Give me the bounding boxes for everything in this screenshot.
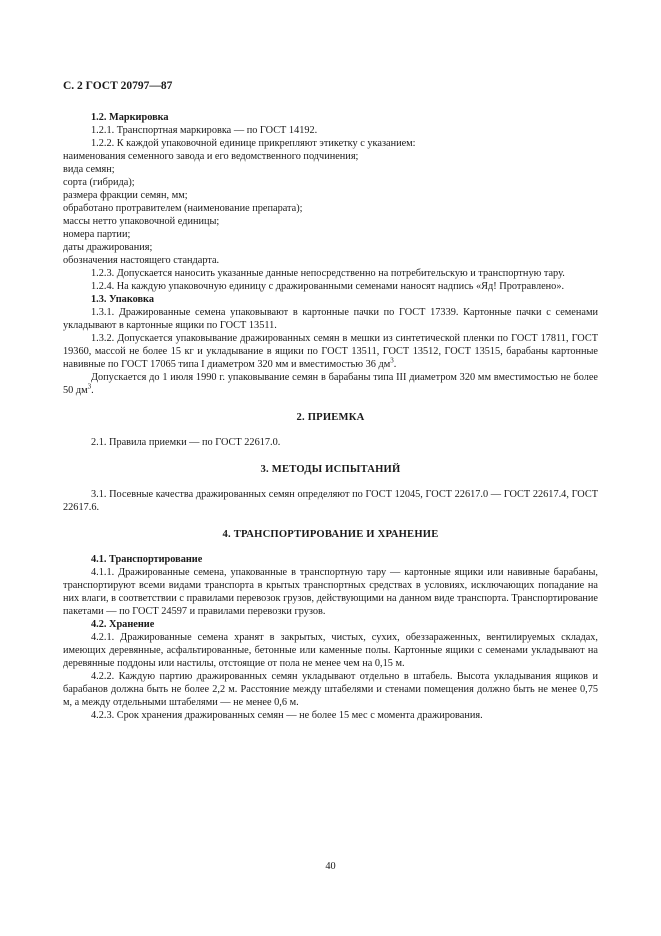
para-1-2-2: 1.2.2. К каждой упаковочной единице прикрепляют этикетку с указанием: xyxy=(91,138,416,149)
para-1-2-3: 1.2.3. Допускается наносить указанные данные непосредственно на потребительскую и транспортную тару. xyxy=(91,268,565,279)
superscript: 3 xyxy=(390,356,394,365)
para-end: . xyxy=(393,359,397,370)
label-item: размера фракции семян, мм; xyxy=(63,190,188,201)
label-item: вида семян; xyxy=(63,164,115,175)
label-item: даты дражирования; xyxy=(63,242,153,253)
para-1-3-2 xyxy=(63,332,598,371)
label-item: наименования семенного завода и его ведомственного подчинения; xyxy=(63,151,359,162)
superscript: 3 xyxy=(87,382,92,391)
label-item: сорта (гибрида); xyxy=(63,177,135,188)
section-4-heading: 4. ТРАНСПОРТИРОВАНИЕ И ХРАНЕНИЕ xyxy=(222,529,439,540)
para-4-2-3: 4.2.3. Срок хранения дражированных семян — не более 15 мес с момента дражирования. xyxy=(91,710,483,721)
label-item: массы нетто упаковочной единицы; xyxy=(63,216,220,227)
para-1-3-3 xyxy=(63,371,598,397)
para-end: . xyxy=(91,385,94,396)
section-1-2-title: 1.2. Маркировка xyxy=(91,112,169,123)
para-1-3-2-text: 1.3.2. Допускается упаковывание дражированных семян в мешки из синтетической пленки по ГОСТ 17811, ГОСТ 19360, массой не более 15 кг и укладывание в ящики по ГОСТ 13511, ГОСТ 13512, ГОСТ 13515, барабаны картонные навивные по ГОСТ 17065 типа I диаметром 320 мм и вместимостью 36 дм xyxy=(63,333,598,370)
para-4-2-2: 4.2.2. Каждую партию дражированных семян укладывают отдельно в штабель. Высота укладывания ящиков и барабанов должна быть не более 2,2 м. Расстояние между штабелями и стенами помещения должно быть не менее 0,75 м, а между отдельными штабелями — не менее 0,6 м. xyxy=(63,671,598,708)
para-1-2-4: 1.2.4. На каждую упаковочную единицу с дражированными семенами наносят надпись «Яд! Протравлено». xyxy=(91,281,565,292)
para-3-1: 3.1. Посевные качества дражированных семян определяют по ГОСТ 12045, ГОСТ 22617.0 — ГОСТ 22617.4, ГОСТ 22617.6. xyxy=(63,489,598,513)
para-1-2-1: 1.2.1. Транспортная маркировка — по ГОСТ 14192. xyxy=(91,125,318,136)
label-item: обозначения настоящего стандарта. xyxy=(63,255,220,266)
para-4-2-1: 4.2.1. Дражированные семена хранят в закрытых, чистых, сухих, обеззараженных, вентилируемых складах, имеющих деревянные, асфальтированные, бетонные или каменные полы. Картонные ящики с семенами укладывают на деревянные поддоны или настилы, отстоящие от пола не менее чем на 0,15 м. xyxy=(63,632,598,669)
para-4-1-1: 4.1.1. Дражированные семена, упакованные в транспортную тару — картонные ящики или навивные барабаны, транспортируют всеми видами транспорта в крытых транспортных средствах в условиях, исключающих попадание на них влаги, в соответствии с правилами перевозок грузов, действующими на данном виде транспорта. Транспортирование пакетами — по ГОСТ 24597 и правилами перевозки грузов. xyxy=(63,567,598,617)
page-body xyxy=(63,111,598,722)
label-item: обработано протравителем (наименование препарата); xyxy=(63,203,303,214)
para-1-3-1: 1.3.1. Дражированные семена упаковывают в картонные пачки по ГОСТ 17339. Картонные пачки с семенами укладывают в картонные ящики по ГОСТ 13511. xyxy=(63,307,598,331)
para-1-3-3-text: Допускается до 1 июля 1990 г. упаковывание семян в барабаны типа III диаметром 320 мм вместимостью не более 50 дм xyxy=(63,372,598,396)
section-4-2-title: 4.2. Хранение xyxy=(91,619,155,630)
label-item: номера партии; xyxy=(63,229,131,240)
section-2-heading: 2. ПРИЕМКА xyxy=(296,412,365,423)
page-number: 40 xyxy=(325,861,336,872)
running-head: С. 2 ГОСТ 20797—87 xyxy=(63,80,173,92)
section-1-3-title: 1.3. Упаковка xyxy=(91,294,154,305)
section-4-1-title: 4.1. Транспортирование xyxy=(91,554,203,565)
para-2-1: 2.1. Правила приемки — по ГОСТ 22617.0. xyxy=(91,437,281,448)
section-3-heading: 3. МЕТОДЫ ИСПЫТАНИЙ xyxy=(260,464,401,475)
